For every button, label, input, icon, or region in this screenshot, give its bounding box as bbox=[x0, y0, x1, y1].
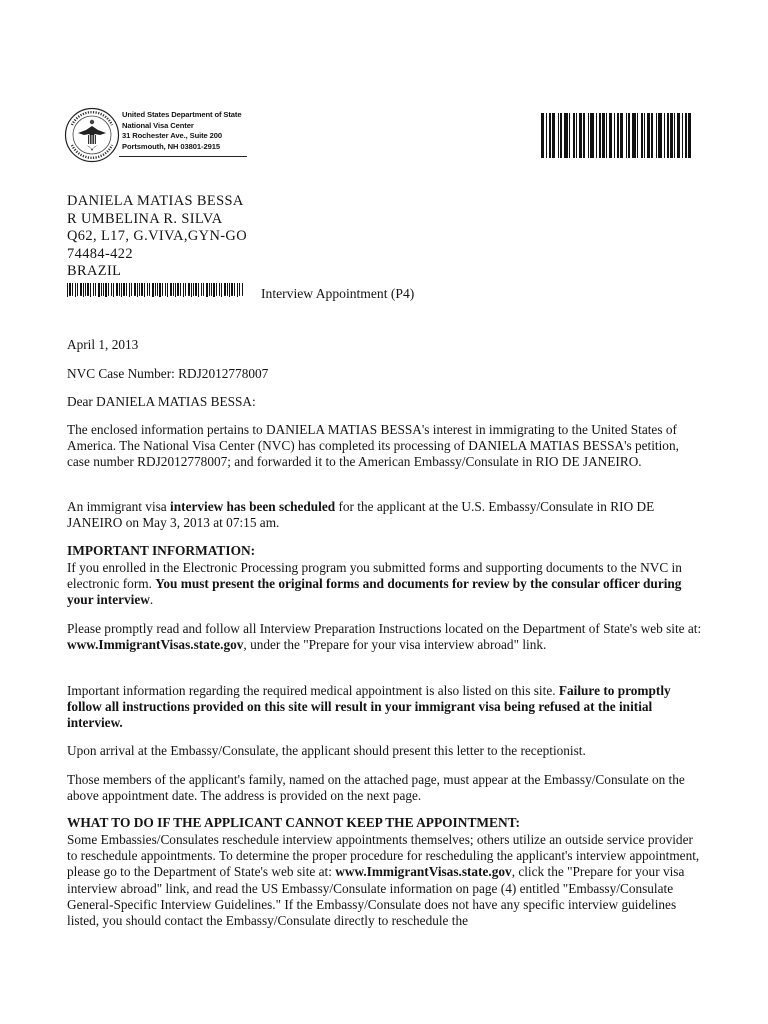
great-seal-icon bbox=[64, 107, 120, 163]
intro-paragraph: The enclosed information pertains to DANIELA MATIAS BESSA's interest in immigrating to the United States of America. The National Visa Center (NVC) has completed its processing of DANIELA MATIAS BESSA's petition, case number RDJ2012778007; and forwarded it to the American Embassy/Consulate in RIO DE JANEIRO. bbox=[67, 422, 679, 470]
schedule-emphasis: interview has been scheduled bbox=[170, 499, 336, 514]
salutation: Dear DANIELA MATIAS BESSA: bbox=[67, 394, 256, 409]
important-text: If you enrolled in the Electronic Processing program you submitted forms and supporting documents to the NVC in electronic form. bbox=[67, 560, 682, 592]
instructions-text: Please promptly read and follow all Interview Preparation Instructions located on the Department of State's web site at: bbox=[67, 621, 702, 636]
agency-line: United States Department of State bbox=[122, 110, 242, 119]
case-number: NVC Case Number: RDJ2012778007 bbox=[67, 366, 269, 381]
important-paragraph bbox=[67, 560, 703, 609]
agency-address-block bbox=[122, 110, 242, 152]
website-link[interactable]: www.ImmigrantVisas.state.gov bbox=[335, 864, 512, 880]
important-text: . bbox=[149, 592, 154, 608]
reschedule-heading: WHAT TO DO IF THE APPLICANT CANNOT KEEP THE APPOINTMENT: bbox=[67, 815, 521, 830]
instructions-paragraph bbox=[67, 621, 703, 653]
recipient-line: Q62, L17, G.VIVA,GYN-GO bbox=[67, 228, 248, 245]
barcode-icon bbox=[541, 113, 693, 158]
agency-line: 31 Rochester Ave., Suite 200 bbox=[122, 131, 223, 140]
arrival-paragraph: Upon arrival at the Embassy/Consulate, the applicant should present this letter to the receptionist. bbox=[67, 743, 586, 758]
recipient-line: 74484-422 bbox=[67, 245, 133, 262]
medical-warning: Failure to promptly follow all instructions provided on this site will result in your immigrant visa being refused at the initial interview. bbox=[67, 683, 671, 731]
instructions-text: , under the "Prepare for your visa interview abroad" link. bbox=[243, 637, 547, 653]
important-heading: IMPORTANT INFORMATION: bbox=[67, 543, 256, 558]
postal-barcode-icon bbox=[67, 283, 243, 297]
recipient-address bbox=[67, 193, 247, 281]
schedule-text: for the applicant at the U.S. Embassy/Consulate in RIO DE JANEIRO on May 3, 2013 at 07:15 am. bbox=[67, 499, 655, 531]
schedule-paragraph bbox=[67, 499, 703, 531]
letter-reference: Interview Appointment (P4) bbox=[261, 286, 415, 301]
reschedule-text: Some Embassies/Consulates reschedule interview appointments themselves; others utilize an outside service provider to reschedule appointments. To determine the proper procedure for rescheduling the applicant's interview appointment, please go to the Department of State's web site at: bbox=[67, 832, 700, 880]
website-link[interactable]: www.ImmigrantVisas.state.gov bbox=[67, 637, 244, 653]
agency-line: Portsmouth, NH 03801-2915 bbox=[122, 141, 220, 151]
reschedule-paragraph bbox=[67, 832, 703, 929]
important-emphasis: You must present the original forms and documents for review by the consular officer during your interview bbox=[67, 576, 682, 608]
family-paragraph: Those members of the applicant's family, named on the attached page, must appear at the Embassy/Consulate on the above appointment date. The address is provided on the next page. bbox=[67, 772, 685, 804]
recipient-line: DANIELA MATIAS BESSA bbox=[67, 193, 244, 209]
medical-paragraph bbox=[67, 683, 703, 732]
recipient-line: R UMBELINA R. SILVA bbox=[67, 210, 223, 227]
reschedule-text: , click the "Prepare for your visa interview abroad" link, and read the US Embassy/Consulate information on page (4) entitled "Embassy/Consulate General-Specific Interview Guidelines." If the Embassy/Consulate does not have any specific interview guidelines listed, you should contact the Embassy/Consulate directly to reschedule the bbox=[67, 864, 685, 929]
letter-date: April 1, 2013 bbox=[67, 337, 139, 352]
agency-line: National Visa Center bbox=[122, 120, 194, 130]
schedule-text: An immigrant visa bbox=[67, 499, 171, 514]
recipient-line: BRAZIL bbox=[67, 263, 122, 280]
letterhead-divider bbox=[119, 156, 247, 157]
medical-text: Important information regarding the required medical appointment is also listed on this site. bbox=[67, 683, 559, 698]
